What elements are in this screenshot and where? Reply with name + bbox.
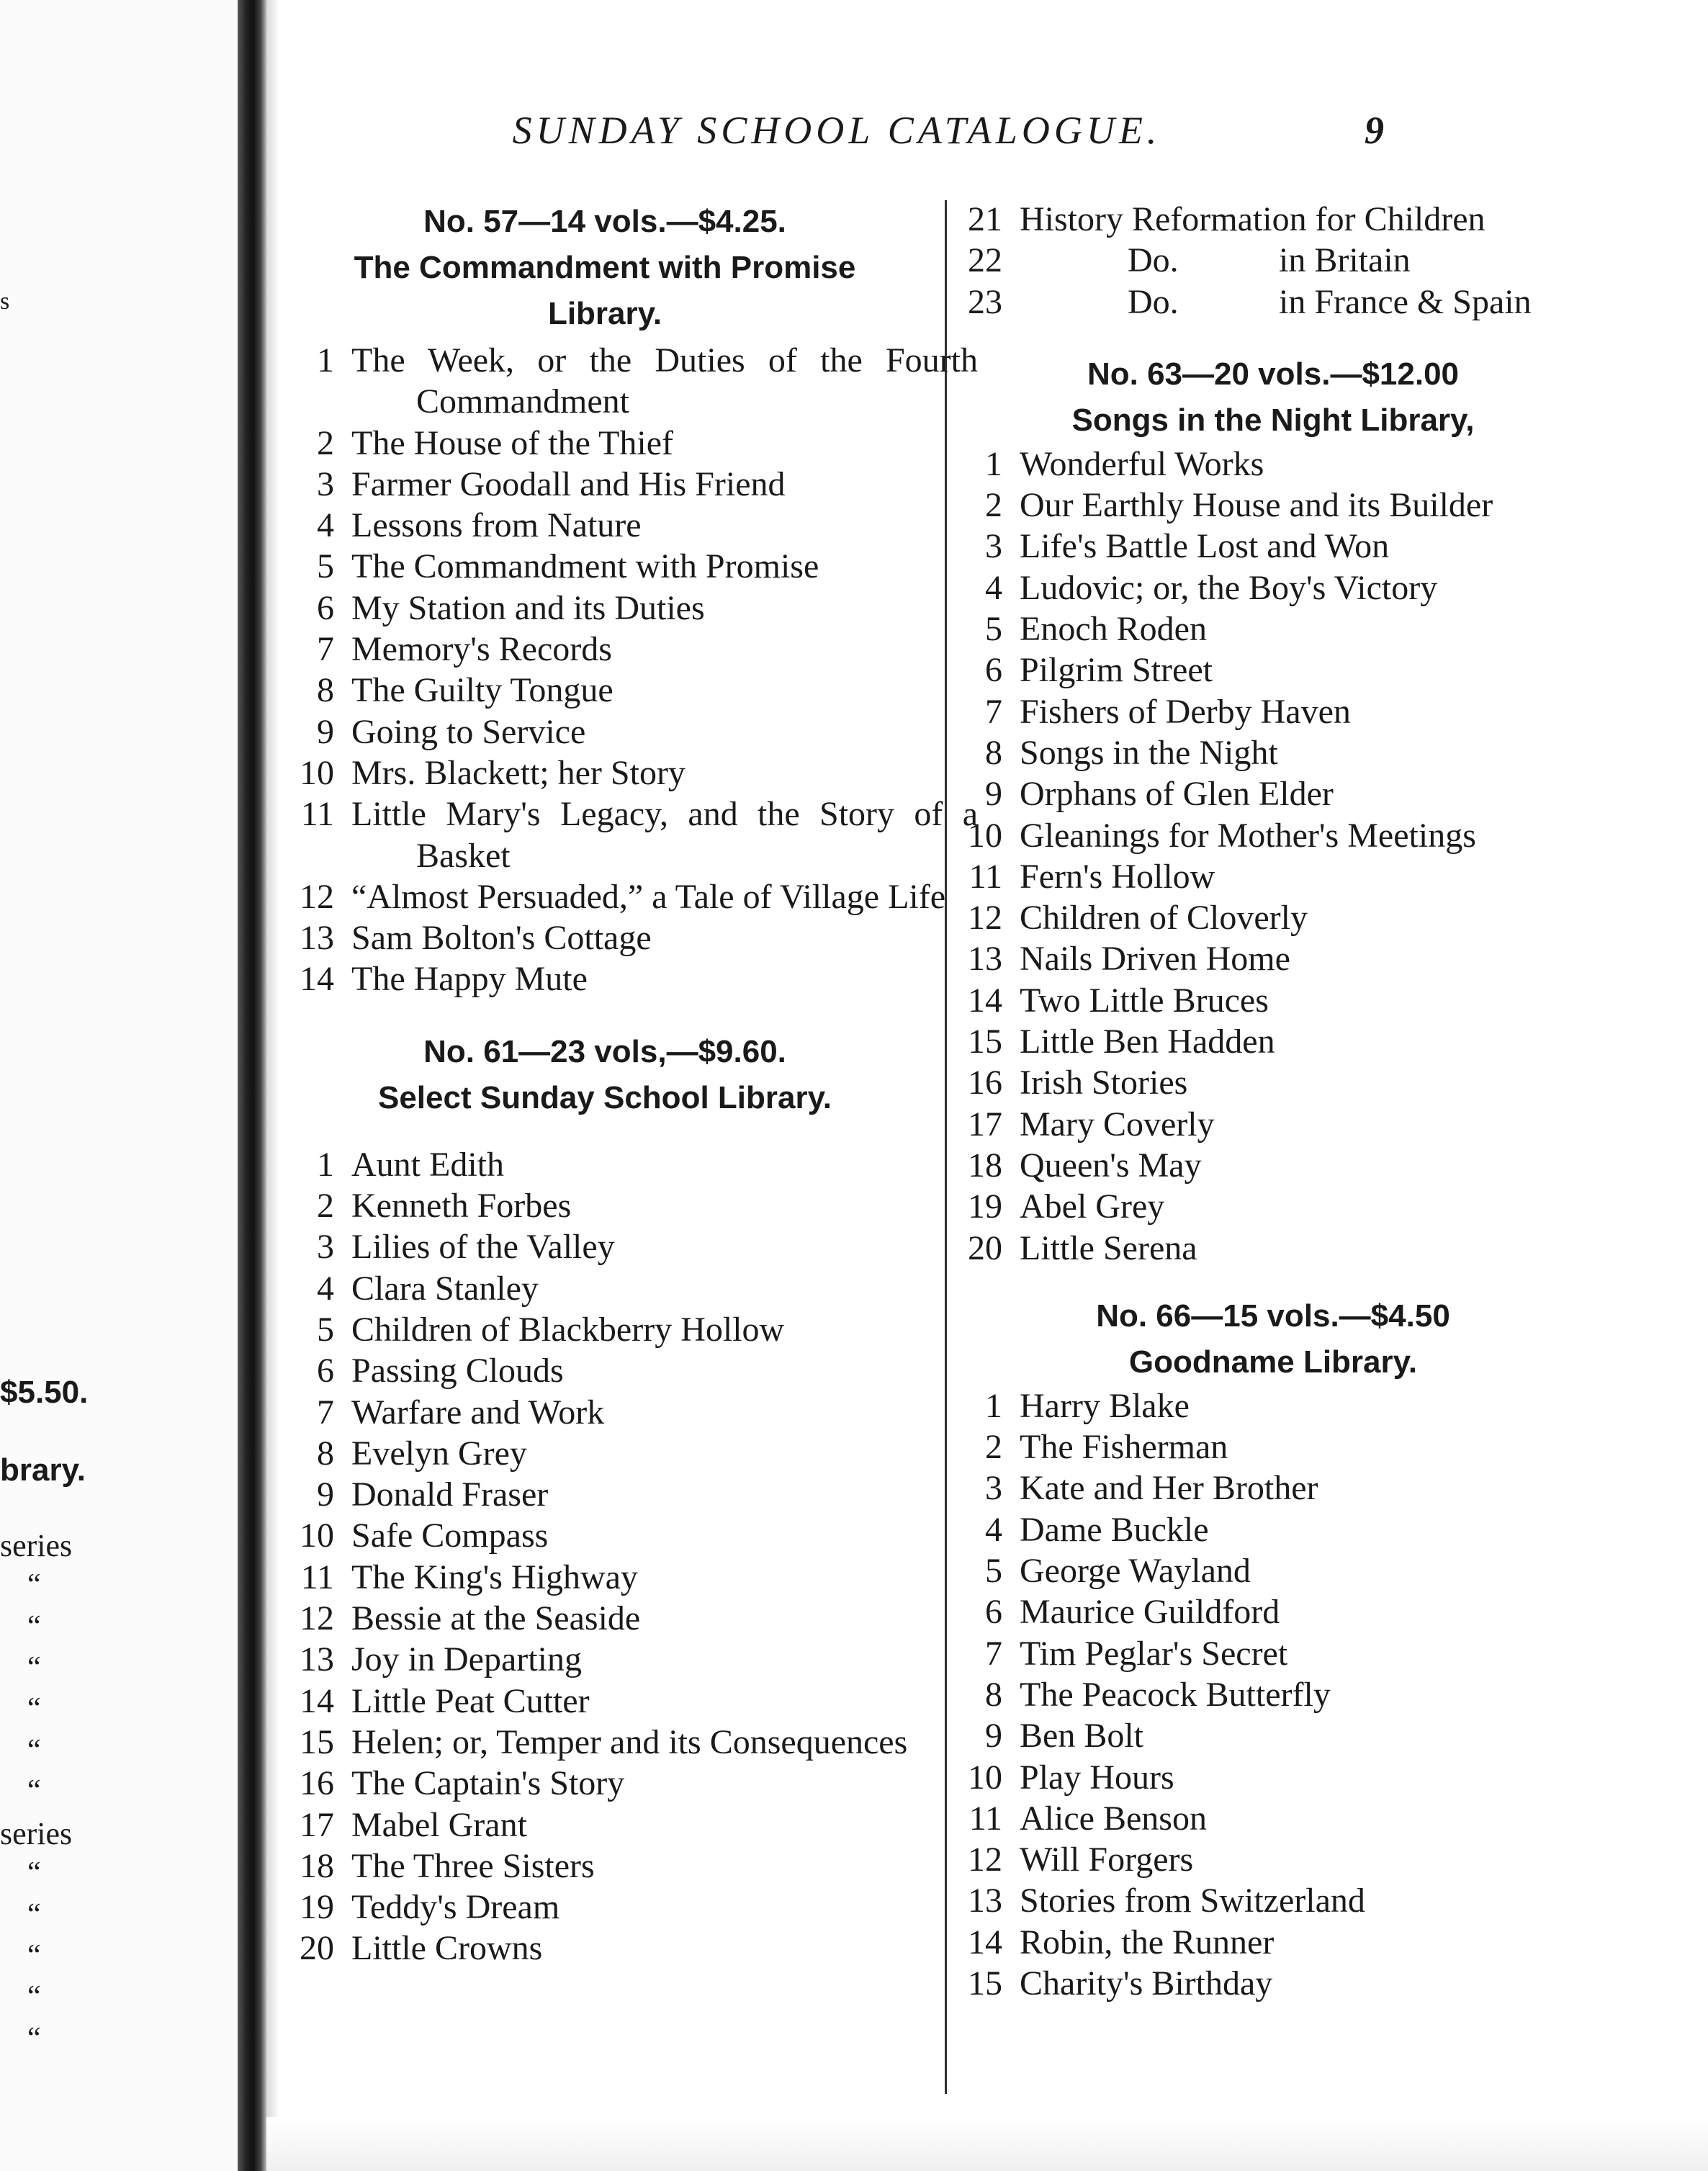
item-number: 22 [968,241,1002,280]
item-title: The Peacock Butterfly [1020,1675,1331,1714]
list-item [956,1385,1590,1426]
item-number: 14 [968,981,1002,1020]
list-item [956,691,1590,732]
section-subheading-no61: Select Sunday School Library. [377,1079,832,1115]
item-title: Children of Blackberry Hollow [351,1310,785,1349]
ditto-mark: “ [27,1774,41,1807]
list-item [956,1963,1590,2004]
item-number: 7 [985,1634,1002,1673]
list-item [956,1186,1590,1227]
section-subheading-no66: Goodname Library. [1128,1344,1418,1380]
ditto-mark: “ [27,1939,41,1972]
item-number: 11 [300,1558,334,1596]
item-number: 20 [968,1228,1002,1267]
item-number: 10 [300,1516,334,1555]
item-number: 2 [317,1187,334,1226]
item-title: Irish Stories [1020,1064,1188,1102]
list-item [288,711,922,752]
item-title: Enoch Roden [1020,610,1207,649]
item-title: Wonderful Works [1020,444,1264,483]
item-title: Pilgrim Street [1020,651,1213,690]
item-number: 5 [985,1552,1002,1591]
section-subheading-no57: The Commandment with Promise [354,250,856,285]
item-title: Going to Service [351,712,586,751]
item-number: 3 [985,527,1002,566]
item-title: Little Ben Hadden [1020,1022,1275,1061]
list-item [956,199,1590,240]
item-title: My Station and its Duties [351,588,705,627]
item-number: 12 [968,899,1002,938]
list-item [288,1722,922,1763]
item-title: Memory's Records [351,630,612,669]
list-item [956,608,1590,649]
item-title: Children of Cloverly [1020,899,1308,938]
item-title: Stories from Switzerland [1020,1882,1365,1920]
list-item [956,980,1590,1021]
item-title: Sam Bolton's Cottage [351,919,652,958]
item-number: 14 [300,1681,334,1720]
ditto-mark: “ [27,1898,41,1931]
list-item [288,752,922,794]
list-item [956,1715,1590,1756]
left-page-mark: s [0,288,10,315]
gutter-shadow [266,0,279,2171]
item-title: Joy in Departing [351,1640,582,1679]
list-item [288,464,922,505]
item-number: 1 [985,444,1002,483]
list-item [956,526,1590,567]
list-item [956,1880,1590,1921]
list-item [288,1185,922,1226]
left-page-library: brary. [0,1452,86,1488]
item-number: 15 [300,1722,334,1761]
list-item [956,1922,1590,1963]
item-number: 11 [968,857,1002,896]
item-title: Harry Blake [1020,1386,1190,1425]
item-number: 17 [968,1105,1002,1143]
ditto-mark: “ [27,1651,41,1684]
item-number: 11 [300,795,334,834]
list-item [956,1757,1590,1798]
ditto-mark: “ [27,1980,41,2013]
list-item [956,1021,1590,1062]
book-list-no66 [956,1385,1590,2004]
page-title: SUNDAY SCHOOL CATALOGUE. [512,109,1161,152]
item-title: The Commandment with Promise [351,547,819,586]
item-title: Gleanings for Mother's Meetings [1020,816,1476,855]
item-number: 16 [300,1764,334,1803]
item-title: Charity's Birthday [1020,1964,1273,2003]
list-item [956,1062,1590,1103]
item-number: 4 [317,506,334,545]
section-heading-no66: No. 66—15 vols.—$4.50 [1096,1298,1450,1334]
item-title: “Almost Persuaded,” a Tale of Village Life [351,877,946,916]
list-item [956,1633,1590,1674]
item-number: 6 [985,651,1002,690]
book-list-no61-continued [956,199,1590,323]
item-title: Life's Battle Lost and Won [1020,527,1390,566]
item-title: Kenneth Forbes [351,1187,572,1226]
left-column [288,199,978,1969]
item-number: 6 [317,1352,334,1390]
book-gutter [238,0,266,2171]
list-item [288,876,946,917]
list-item [288,1515,922,1556]
list-item [956,1467,1590,1509]
item-title: Orphans of Glen Elder [1020,775,1334,814]
item-title: Teddy's Dream [351,1888,560,1927]
item-title: The Fisherman [1020,1428,1228,1467]
item-number: 15 [968,1022,1002,1061]
item-title: The Three Sisters [351,1846,595,1885]
item-number: 9 [317,1475,334,1514]
list-item [956,1591,1590,1632]
item-number: 9 [985,775,1002,814]
left-page-price: $5.50. [0,1375,89,1410]
item-title: in Britain [1279,241,1411,280]
running-head [318,108,1384,158]
list-item [288,1433,922,1474]
list-item [956,1426,1590,1467]
item-number: 14 [300,960,334,999]
list-item [288,1598,922,1639]
item-number: 17 [300,1805,334,1844]
item-title: Lilies of the Valley [351,1228,615,1267]
item-number: 10 [300,753,334,792]
ditto-word: Do. [1128,282,1179,321]
item-title: The Week, or the Duties of the Fourth Commandment [351,341,978,421]
list-item [288,505,922,546]
item-title: Fishers of Derby Haven [1020,692,1351,731]
list-item [956,856,1590,897]
ditto-mark: “ [27,2022,41,2055]
item-title: Little Peat Cutter [351,1681,590,1720]
item-number: 23 [968,282,1002,321]
item-title: Bessie at the Seaside [351,1599,641,1638]
item-number: 7 [985,692,1002,731]
item-title: George Wayland [1020,1552,1251,1591]
ditto-mark: “ [27,1610,41,1643]
item-number: 10 [968,816,1002,855]
item-number: 1 [317,341,334,379]
item-number: 18 [300,1846,334,1885]
item-number: 12 [300,877,334,916]
item-number: 13 [968,940,1002,979]
list-item [956,1674,1590,1715]
item-title: Two Little Bruces [1020,981,1269,1020]
page-bottom-edge [266,2117,1708,2171]
list-item [288,1887,922,1928]
list-item [956,1839,1590,1880]
list-item [288,1350,922,1391]
item-number: 11 [968,1799,1002,1838]
item-title: Mrs. Blackett; her Story [351,753,686,792]
item-title: in France & Spain [1279,282,1532,321]
list-item [288,1474,922,1515]
item-number: 13 [968,1882,1002,1920]
item-number: 5 [985,610,1002,649]
list-item [956,485,1590,526]
item-title: Will Forgers [1020,1840,1194,1879]
list-item [288,1557,922,1598]
list-item [288,1639,922,1680]
item-number: 16 [968,1064,1002,1102]
item-title: Evelyn Grey [351,1434,527,1473]
item-title: Aunt Edith [351,1145,504,1184]
item-number: 3 [317,1228,334,1267]
item-number: 14 [968,1923,1002,1961]
item-number: 4 [985,1510,1002,1549]
item-number: 8 [985,733,1002,772]
list-item [288,1144,922,1185]
list-item [288,1928,922,1969]
item-title: The House of the Thief [351,423,673,462]
item-number: 20 [300,1929,334,1968]
list-item [288,629,922,670]
item-title: Fern's Hollow [1020,857,1215,896]
list-item [956,240,1590,281]
ditto-mark: “ [27,1856,41,1889]
list-item [956,938,1590,979]
list-item [288,1804,922,1846]
list-item [288,340,978,423]
list-item [956,1145,1590,1186]
item-number: 10 [968,1758,1002,1797]
item-number: 1 [317,1145,334,1184]
item-title: Farmer Goodall and His Friend [351,464,786,503]
item-number: 1 [985,1386,1002,1425]
item-title: Play Hours [1020,1758,1174,1797]
ditto-word: Do. [1128,241,1179,280]
item-title: Alice Benson [1020,1799,1207,1838]
right-column [956,199,1590,2004]
item-title: Lessons from Nature [351,506,642,545]
item-title: Donald Fraser [351,1475,549,1514]
list-item [956,1228,1590,1269]
list-item [956,1798,1590,1839]
list-item [288,1309,922,1350]
item-title: Warfare and Work [351,1393,605,1431]
list-item [956,567,1590,608]
list-item [956,1509,1590,1550]
item-number: 3 [317,464,334,503]
list-item [288,588,922,629]
item-title: Our Earthly House and its Builder [1020,486,1493,525]
item-number: 12 [300,1599,334,1638]
item-number: 4 [985,568,1002,607]
item-number: 15 [968,1964,1002,2003]
item-title: Songs in the Night [1020,733,1278,772]
ditto-mark: “ [27,1568,41,1601]
item-title: Dame Buckle [1020,1510,1209,1549]
item-title: Ben Bolt [1020,1717,1144,1756]
list-item [288,794,978,876]
list-item [288,1392,922,1433]
book-list-no63 [956,444,1590,1269]
item-title: Safe Compass [351,1516,549,1555]
item-title: Little Crowns [351,1929,543,1968]
item-title: Abel Grey [1020,1187,1165,1226]
item-number: 19 [968,1187,1002,1226]
left-page-series: series [0,1816,73,1851]
item-number: 18 [968,1146,1002,1185]
list-item [288,1268,922,1309]
item-number: 12 [968,1840,1002,1879]
item-title: Maurice Guildford [1020,1593,1280,1632]
item-number: 2 [985,486,1002,525]
item-title: The King's Highway [351,1558,638,1596]
section-subheading-no57: Library. [547,296,662,331]
list-item [288,1226,922,1267]
item-title: Nails Driven Home [1020,940,1290,979]
item-title: Little Serena [1020,1228,1197,1267]
item-title: The Captain's Story [351,1764,625,1803]
item-number: 8 [317,1434,334,1473]
list-item [956,897,1590,938]
list-item [288,546,922,587]
item-title: The Guilty Tongue [351,671,613,710]
item-title: Little Mary's Legacy, and the Story of a Basket [351,795,978,875]
list-item [288,917,922,958]
list-item [288,958,922,999]
list-item [956,732,1590,773]
list-item [288,1681,922,1722]
item-number: 9 [317,712,334,751]
left-facing-page [0,0,245,2171]
item-number: 2 [985,1428,1002,1467]
list-item [956,815,1590,856]
item-number: 5 [317,1310,334,1349]
item-number: 6 [985,1593,1002,1632]
list-item [288,1846,922,1887]
item-title: Clara Stanley [351,1269,539,1308]
book-list-no57 [288,340,978,1000]
left-page-series: series [0,1528,73,1563]
ditto-mark: “ [27,1692,41,1725]
item-number: 9 [985,1717,1002,1756]
item-title: Tim Peglar's Secret [1020,1634,1288,1673]
list-item [956,444,1590,485]
item-number: 4 [317,1269,334,1308]
list-item [956,1104,1590,1145]
item-title: Kate and Her Brother [1020,1469,1318,1508]
item-number: 13 [300,919,334,958]
item-number: 8 [317,671,334,710]
item-number: 3 [985,1469,1002,1508]
item-title: Mabel Grant [351,1805,527,1844]
item-number: 7 [317,1393,334,1431]
item-title: Helen; or, Temper and its Consequences [351,1722,908,1761]
item-title: Queen's May [1020,1146,1202,1185]
item-number: 13 [300,1640,334,1679]
section-heading-no63: No. 63—20 vols.—$12.00 [1087,356,1460,392]
item-number: 6 [317,588,334,627]
item-title: Mary Coverly [1020,1105,1215,1143]
item-number: 21 [968,200,1002,238]
item-number: 8 [985,1675,1002,1714]
item-title: The Happy Mute [351,960,588,999]
list-item [956,773,1590,814]
item-number: 5 [317,547,334,586]
list-item [288,1763,922,1804]
item-title: Passing Clouds [351,1352,564,1390]
item-number: 7 [317,630,334,669]
section-heading-no61: No. 61—23 vols,—$9.60. [423,1033,786,1069]
item-title: History Reformation for Children [1020,200,1485,238]
item-title: Robin, the Runner [1020,1923,1275,1961]
list-item [288,423,922,464]
list-item [956,649,1590,691]
list-item [956,282,1590,323]
list-item [288,670,922,711]
item-number: 19 [300,1888,334,1927]
item-title: Ludovic; or, the Boy's Victory [1020,568,1438,607]
book-list-no61 [288,1144,922,1969]
section-subheading-no63: Songs in the Night Library, [1071,402,1475,438]
item-number: 2 [317,423,334,462]
section-heading-no57: No. 57—14 vols.—$4.25. [423,204,786,239]
list-item [956,1550,1590,1591]
ditto-mark: “ [27,1734,41,1767]
page-number: 9 [1365,109,1384,152]
